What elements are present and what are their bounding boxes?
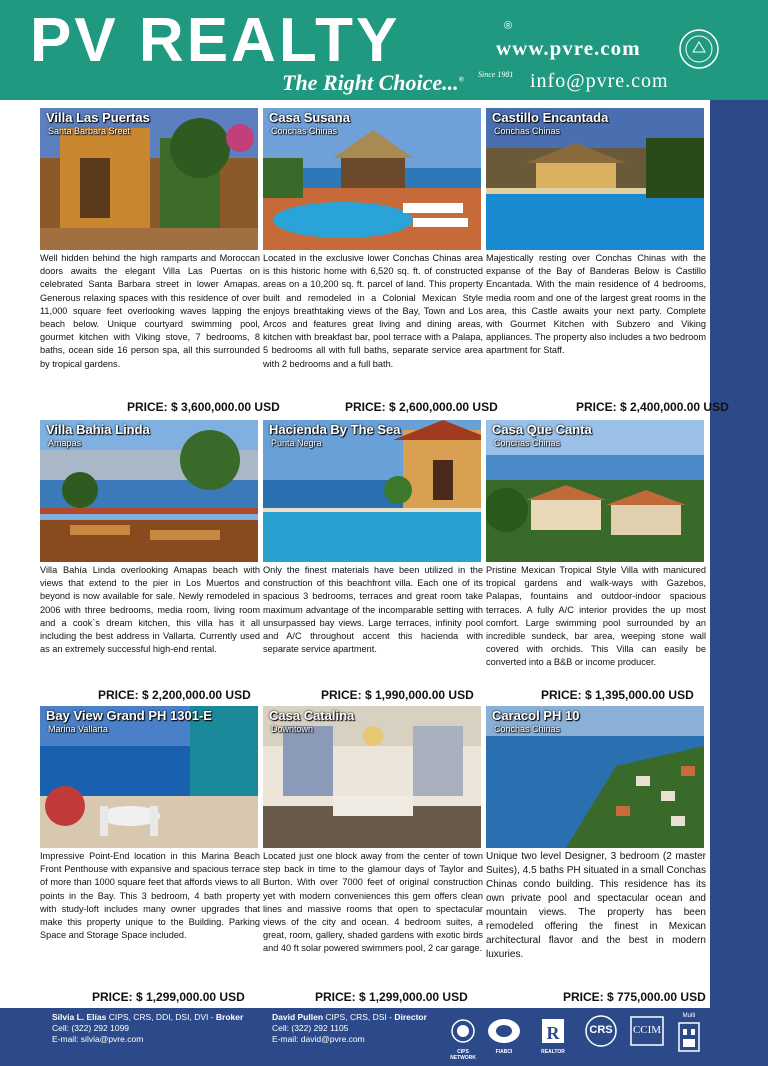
listing-location: Downtown: [271, 724, 314, 734]
listing-title: Bay View Grand PH 1301-E: [46, 708, 212, 723]
price-villa-las-puertas: PRICE: $ 3,600,000.00 USD: [127, 400, 280, 414]
listing-location: Conchas Chinas: [271, 126, 338, 136]
listing-location: Conchas Chinas: [494, 126, 561, 136]
affiliation-logos: [450, 1013, 760, 1061]
listing-description: Villa Bahía Linda overlooking Amapas beach with views that extend to the pier in Los Muertos and beyond is now available for sale. Newly remodeled in 2006 with three bedrooms, media room, living room and a cook´s dream kitchen, this villa has it all including the best address in Vallarta. Currently used as an extremely successful high-end rental.: [40, 565, 260, 655]
mls-logo-icon: Multi: [678, 1013, 700, 1058]
property-photo[interactable]: [486, 706, 704, 848]
listing-title: Casa Susana: [269, 110, 350, 125]
price-hacienda-by-the-sea: PRICE: $ 1,990,000.00 USD: [321, 688, 474, 702]
listing-title: Casa Catalina: [269, 708, 355, 723]
property-photo[interactable]: [486, 420, 704, 562]
agent-name: Silvia L. Elías: [52, 1012, 107, 1022]
agent-david: [272, 1012, 427, 1045]
price-caracol-ph-10: PRICE: $ 775,000.00 USD: [563, 990, 706, 1004]
fiabci-logo-icon: FIABCI: [486, 1013, 522, 1054]
property-photo[interactable]: [486, 108, 704, 250]
property-photo[interactable]: [40, 706, 258, 848]
listing-description: Well hidden behind the high ramparts and Moroccan doors awaits the elegant Villa Las Puertas on celebrated Santa Barbara street in lower Amapas. Generous relaxing spaces with this residence of over 11,000 square feet overlooking waves lapping the beach below. Unique courtyard swimming pool, gourmet kitchen with Viking stove, 7 bedrooms, 8 baths, ocean side 16 person spa, all this surrounded by tropical gardens.: [40, 253, 260, 369]
registered-mark: ®: [504, 20, 513, 32]
agent-cell: Cell: (322) 292 1099: [52, 1023, 130, 1033]
property-photo[interactable]: [263, 706, 481, 848]
price-casa-catalina: PRICE: $ 1,299,000.00 USD: [315, 990, 468, 1004]
listing-description: Unique two level Designer, 3 bedroom (2 master Suites), 4.5 baths PH situated in a small Conchas Chinas condo building. This residence has its own private pool and spectacular ocean and mountain views. The property has been remodeled offering the finest in Mexican architectural flavor and the best in modern luxuries.: [486, 851, 706, 960]
crs-logo-icon: CRS: [584, 1013, 618, 1054]
property-photo[interactable]: [263, 420, 481, 562]
since-year: Since 1981: [478, 70, 514, 79]
listing-description: Impressive Point-End location in this Marina Beach Front Penthouse with expansive and spacious terrace of more than 1000 square feet that affords views to all points in the Bay. This 3 bedroom, 4 bath property with study-loft includes many owner upgrades that make this property unique to the Building. Parking Space and Storage Space included.: [40, 851, 260, 941]
listing-location: Marina Vallarta: [48, 724, 108, 734]
agent-credentials: CIPS, CRS, DSI -: [323, 1012, 395, 1022]
listing-description: Located just one block away from the center of town step back in time to the glamour days of Taylor and Burton. With over 7000 feet of original construction yet with modern conveniences this gem offers clean lines and massive rooms that open to spectacular views of the city and ocean. 4 bedroom suites, a great, room, gallery, shaded gardens with exotic birds and 40 ft solar powered swimmers pool, 2 car garage.: [263, 851, 483, 954]
listing-description: Located in the exclusive lower Conchas Chinas area is this historic home with 6,520 sq. ft. of constructed areas on a 10,200 sq. ft. parcel of land. This property built and remodeled in a Colonial Mexican Style enjoys breathtaking views of the Bay, Town and Los Arcos and features great living and dining areas, kitchen with breakfast bar, pool terrace with a Palapa, 5 bedrooms all with full baths, separate service area with 2 bedrooms and a full bath.: [263, 253, 483, 369]
ccim-logo-icon: CCIM: [630, 1013, 664, 1054]
agent-credentials: CIPS, CRS, DDI, DSI, DVI -: [106, 1012, 216, 1022]
listing-location: Conchas Chinas: [494, 438, 561, 448]
price-casa-susana: PRICE: $ 2,600,000.00 USD: [345, 400, 498, 414]
header-banner: [0, 0, 768, 100]
listing-title: Casa Que Canta: [492, 422, 592, 437]
email-link[interactable]: info@pvre.com: [530, 70, 669, 92]
property-photo[interactable]: [263, 108, 481, 250]
listing-title: Villa Bahia Linda: [46, 422, 150, 437]
agent-email[interactable]: E-mail: silvia@pvre.com: [52, 1034, 144, 1044]
listing-title: Castillo Encantada: [492, 110, 609, 125]
price-bay-view-grand: PRICE: $ 1,299,000.00 USD: [92, 990, 245, 1004]
side-accent-bar: [710, 100, 768, 1008]
cips-logo-icon: CIPS NETWORK: [450, 1013, 476, 1054]
svg-text:R: R: [546, 1023, 560, 1043]
tagline: The Right Choice...®: [282, 70, 464, 95]
listing-location: Santa Barbara Sreet: [48, 126, 131, 136]
listing-title: Caracol PH 10: [492, 708, 580, 723]
pvre-seal-icon: [678, 28, 720, 70]
agent-role: Broker: [215, 1012, 244, 1022]
price-castillo-encantada: PRICE: $ 2,400,000.00 USD: [576, 400, 729, 414]
footer-contact-bar: [0, 1008, 768, 1066]
agent-name: David Pullen: [272, 1012, 324, 1022]
realtor-logo-icon: R REALTOR: [540, 1013, 566, 1054]
agent-role: Director: [394, 1012, 427, 1022]
property-photo[interactable]: [40, 420, 258, 562]
listing-description: Majestically resting over Conchas Chinas with the expanse of the Bay of Banderas Below is Castillo Encantada. With the main residence of 4 bedrooms, media room and one of the largest great rooms in the area, this Castle awaits your next party. Complete with Gourmet Kitchen with Subzero and Viking appliances. The property also includes a two bedroom apartment for Staff.: [486, 253, 706, 356]
website-link[interactable]: www.pvre.com: [496, 36, 641, 60]
listing-title: Hacienda By The Sea: [269, 422, 401, 437]
listing-location: Punta Negra: [271, 438, 322, 448]
price-villa-bahia-linda: PRICE: $ 2,200,000.00 USD: [98, 688, 251, 702]
price-casa-que-canta: PRICE: $ 1,395,000.00 USD: [541, 688, 694, 702]
agent-email[interactable]: E-mail: david@pvre.com: [272, 1034, 365, 1044]
listing-location: Amapas: [48, 438, 82, 448]
agent-silvia: [52, 1012, 243, 1045]
listing-title: Villa Las Puertas: [46, 110, 150, 125]
listing-location: Conchas Chinas: [494, 724, 561, 734]
listing-description: Only the finest materials have been utilized in the construction of this beachfront villa. Each one of its spacious 3 bedrooms, terraces and great room take maximum advantage of the incomparable setting with unsurpassed bay views. Large terraces, infinity pool and A/C throughout accent this hacienda with separate service apartment.: [263, 565, 483, 655]
listing-description: Pristine Mexican Tropical Style Villa with manicured tropical gardens and walk-ways with Gazebos, Palapas, fountains and outdoor-indoor spacious terraces. A fully A/C interior provides the up most comfort. Large swimming pool surrounded by an incredible sundeck, bar area, weeping stone wall covered with orchids. This Villa can easily be converted into a B&B or income producer.: [486, 565, 706, 668]
agent-cell: Cell: (322) 292 1105: [272, 1023, 349, 1033]
property-photo[interactable]: [40, 108, 258, 250]
brand-logo: PV REALTY: [30, 6, 401, 75]
